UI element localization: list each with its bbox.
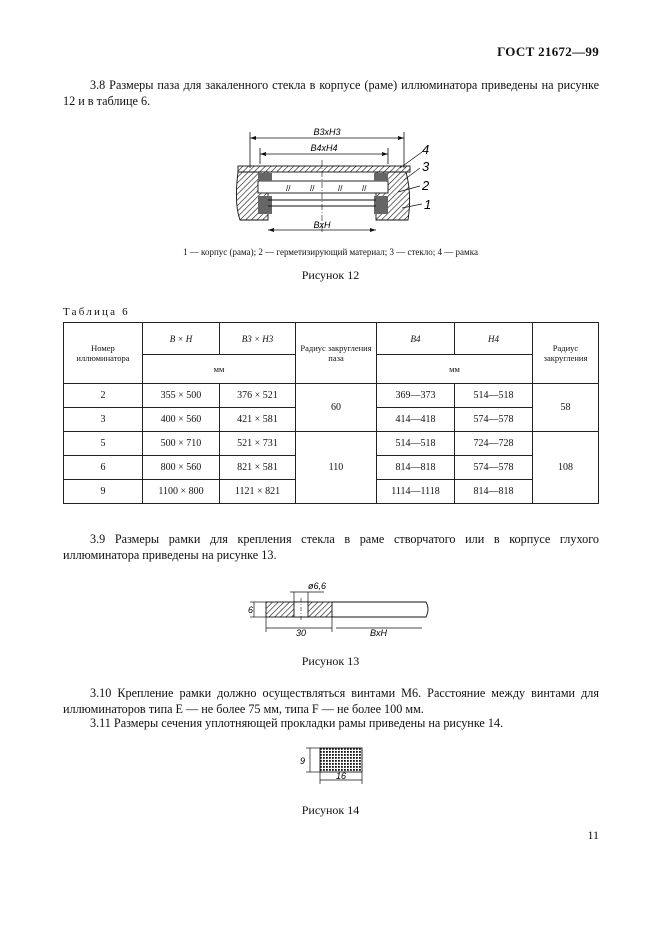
callout-1: 1 [424, 197, 432, 212]
cell-b4: 414—418 [377, 408, 455, 432]
cell-bh: 800 × 560 [143, 456, 220, 480]
figure-12-legend: 1 — корпус (рама); 2 — герметизирующий материал; 3 — стекло; 4 — рамка [183, 247, 478, 257]
th-b3h3: B3 × H3 [220, 323, 296, 355]
dim-width-14: 16 [336, 771, 347, 781]
paragraph-3-8: 3.8 Размеры паза для закаленного стекла в корпусе (раме) иллюминатора приведены на рисунке 12 и в таблице 6. [63, 78, 599, 108]
paragraph-3-11: 3.11 Размеры сечения уплотняющей прокладки рамы приведены на рисунке 14. [90, 716, 504, 730]
cell-num: 5 [64, 432, 143, 456]
paragraph-3-9: 3.9 Размеры рамки для крепления стекла в раме створчатого или в корпусе глухого иллюминатора приведены на рисунке 13. [63, 532, 599, 562]
callout-3: 3 [422, 159, 430, 174]
paragraph-3-10: 3.10 Крепление рамки должно осуществляться винтами М6. Расстояние между винтами для иллюминаторов типа Е — не более 75 мм, типа F — не более 100 мм. [63, 686, 599, 716]
table-6 [63, 322, 599, 504]
cell-h4: 574—578 [455, 408, 533, 432]
cell-h4: 724—728 [455, 432, 533, 456]
cell-h4: 814—818 [455, 480, 533, 504]
cell-radius2: 58 [533, 384, 599, 432]
figure-13-caption: Рисунок 13 [301, 654, 360, 668]
cell-b4: 514—518 [377, 432, 455, 456]
cell-num: 9 [64, 480, 143, 504]
th-h4: H4 [455, 323, 533, 355]
cell-h4: 574—578 [455, 456, 533, 480]
figure-12-drawing [228, 124, 438, 236]
th-unit2: мм [377, 355, 533, 384]
table-row [64, 384, 599, 408]
dim-hole: ø6,6 [308, 581, 327, 591]
cell-b3h3: 521 × 731 [220, 432, 296, 456]
cell-bh: 355 × 500 [143, 384, 220, 408]
th-number: Номер иллюминатора [64, 323, 143, 384]
standard-header: ГОСТ 21672—99 [497, 44, 599, 59]
th-b4: B4 [377, 323, 455, 355]
cell-b3h3: 421 × 581 [220, 408, 296, 432]
cell-b3h3: 821 × 581 [220, 456, 296, 480]
figure-13-drawing [236, 576, 432, 640]
callout-4: 4 [422, 142, 430, 157]
cell-radius2: 108 [533, 432, 599, 504]
dim-height: 6 [248, 605, 254, 615]
table-row [64, 432, 599, 456]
dim-b4h4: B4xH4 [310, 143, 338, 153]
cell-radius1: 60 [296, 384, 377, 432]
callout-2: 2 [422, 178, 430, 193]
glass-mark-2: // [310, 184, 315, 193]
cell-num: 2 [64, 384, 143, 408]
dim-height-14: 9 [300, 756, 306, 766]
cell-b4: 814—818 [377, 456, 455, 480]
dim-b3h3: B3xH3 [313, 127, 341, 137]
th-radius2: Радиус закругления [533, 323, 599, 384]
cell-b3h3: 1121 × 821 [220, 480, 296, 504]
cell-h4: 514—518 [455, 384, 533, 408]
cell-b4: 1114—1118 [377, 480, 455, 504]
cell-bh: 1100 × 800 [143, 480, 220, 504]
page-number: 11 [587, 828, 599, 842]
figure-12-caption: Рисунок 12 [301, 268, 360, 282]
cell-bh: 400 × 560 [143, 408, 220, 432]
glass-mark-4: // [362, 184, 367, 193]
cell-bh: 500 × 710 [143, 432, 220, 456]
cell-b4: 369—373 [377, 384, 455, 408]
th-bh: B × H [143, 323, 220, 355]
cell-num: 6 [64, 456, 143, 480]
dim-size: BxH [370, 628, 388, 638]
glass-mark-1: // [286, 184, 291, 193]
th-radius1: Радиус закругления паза [296, 323, 377, 384]
figure-14-drawing [296, 742, 370, 788]
table-6-label: Таблица 6 [63, 306, 130, 318]
dim-bh: BxH [313, 220, 331, 230]
glass-mark-3: // [338, 184, 343, 193]
figure-14-caption: Рисунок 14 [301, 803, 360, 817]
th-unit1: мм [143, 355, 296, 384]
cell-b3h3: 376 × 521 [220, 384, 296, 408]
cell-num: 3 [64, 408, 143, 432]
cell-radius1: 110 [296, 432, 377, 504]
dim-width: 30 [296, 628, 307, 638]
